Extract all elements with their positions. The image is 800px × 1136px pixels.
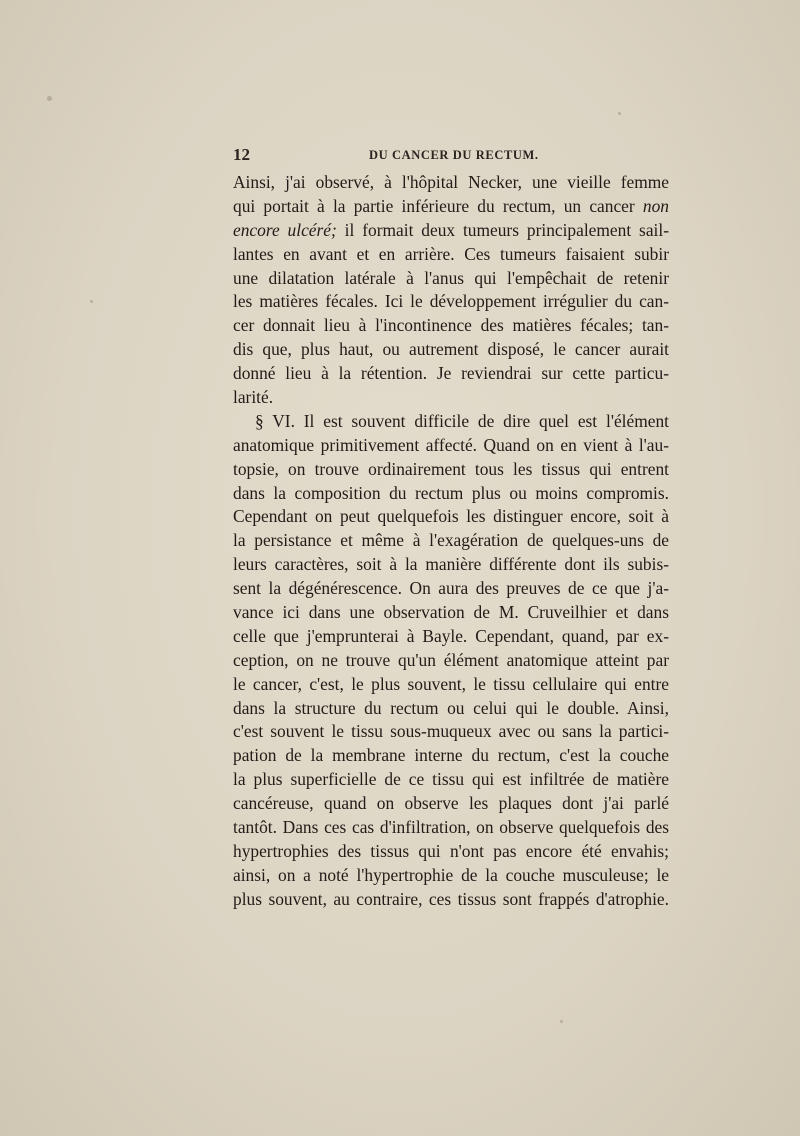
text-span: il formait deux tumeurs principalement sail- [336, 219, 669, 240]
paper-spot [618, 112, 621, 115]
text-line: une dilatation latérale à l'anus qui l'empêchait de retenir [233, 267, 669, 288]
page-number: 12 [233, 145, 250, 164]
italic-text: encore ulcéré; [233, 219, 337, 240]
body-text [233, 171, 669, 912]
text-line: ception, on ne trouve qu'un élément anatomique atteint par [233, 649, 669, 670]
paper-spot [47, 96, 52, 101]
text-line: anatomique primitivement affecté. Quand on en vient à l'au- [233, 434, 669, 455]
text-line: les matières fécales. Ici le développement irrégulier du can- [233, 291, 669, 312]
running-head [233, 145, 669, 167]
text-line: Cependant on peut quelquefois les distinguer encore, soit à [233, 506, 669, 527]
paragraph [233, 410, 669, 912]
paragraph [233, 171, 669, 410]
text-line: topsie, on trouve ordinairement tous les tissus qui entrent [233, 458, 669, 479]
text-line: cer donnait lieu à l'incontinence des matières fécales; tan- [233, 315, 669, 336]
running-title: DU CANCER DU RECTUM. [369, 148, 539, 162]
text-line: § VI. Il est souvent difficile de dire quel est l'élément [255, 410, 669, 431]
paper-spot [560, 1020, 563, 1023]
text-line: dis que, plus haut, ou autrement disposé, le cancer aurait [233, 339, 669, 360]
text-line: dans la composition du rectum plus ou moins compromis. [233, 482, 669, 503]
text-line: le cancer, c'est, le plus souvent, le tissu cellulaire qui entre [233, 673, 669, 694]
text-line: lantes en avant et en arrière. Ces tumeurs faisaient subir [233, 243, 669, 264]
text-span: qui portait à la partie inférieure du rectum, un cancer [233, 195, 643, 216]
text-line: larité. [233, 387, 274, 408]
text-line: la plus superficielle de ce tissu qui est infiltrée de matière [233, 769, 669, 790]
text-line: tantôt. Dans ces cas d'infiltration, on observe quelquefois des [233, 817, 669, 838]
text-line: Ainsi, j'ai observé, à l'hôpital Necker, une vieille femme [233, 172, 669, 192]
text-line: vance ici dans une observation de M. Cruveilhier et dans [233, 602, 669, 623]
text-line: plus souvent, au contraire, ces tissus sont frappés d'atrophie. [233, 888, 669, 909]
text-line: sent la dégénérescence. On aura des preuves de ce que j'a- [233, 578, 669, 599]
italic-text: non [642, 195, 669, 216]
text-line: dans la structure du rectum ou celui qui le double. Ainsi, [233, 697, 669, 718]
paper-spot [90, 300, 93, 303]
text-line: donné lieu à la rétention. Je reviendrai sur cette particu- [233, 363, 669, 384]
text-line: cancéreuse, quand on observe les plaques dont j'ai parlé [233, 793, 669, 814]
text-line: ainsi, on a noté l'hypertrophie de la couche musculeuse; le [233, 864, 669, 885]
text-line: leurs caractères, soit à la manière différente dont ils subis- [233, 554, 669, 575]
text-line: la persistance et même à l'exagération de quelques-uns de [233, 530, 669, 551]
text-line: pation de la membrane interne du rectum, c'est la couche [233, 745, 669, 766]
text-line [233, 219, 669, 243]
text-line: celle que j'emprunterai à Bayle. Cependant, quand, par ex- [233, 625, 669, 646]
text-line [233, 195, 669, 219]
text-line: hypertrophies des tissus qui n'ont pas encore été envahis; [233, 840, 669, 861]
text-line: c'est souvent le tissu sous-muqueux avec ou sans la partici- [233, 721, 669, 742]
